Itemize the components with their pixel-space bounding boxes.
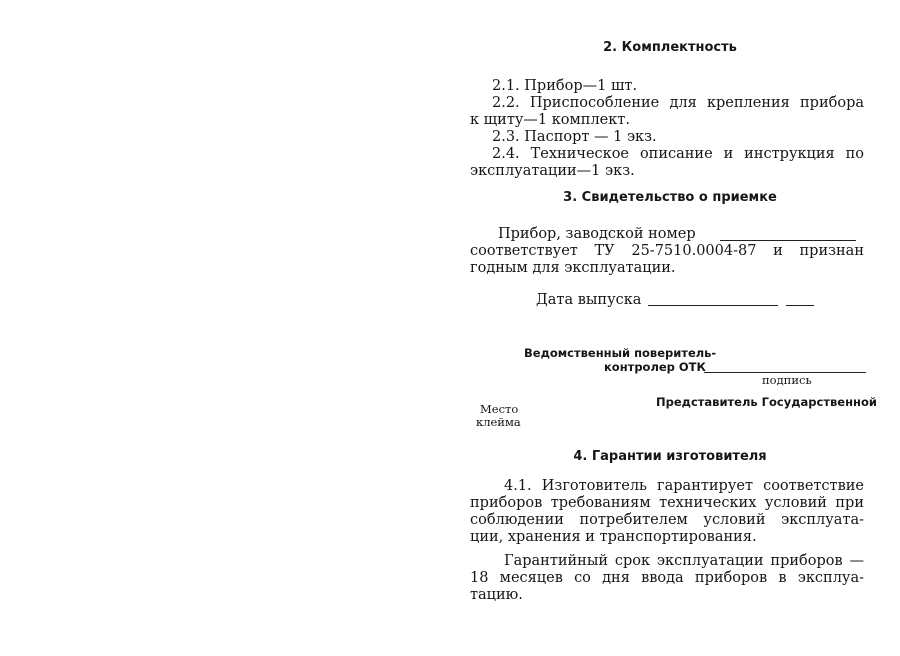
inspector-label-2: контролер ОТК <box>604 360 706 374</box>
release-date-line-2 <box>786 305 814 306</box>
item-2-4: 2.4. Техническое описание и инструкция по <box>492 146 864 162</box>
serial-number-line <box>720 240 856 241</box>
warranty-p2-line-1: Гарантийный срок эксплуатации приборов — <box>504 553 864 569</box>
warranty-p2-line-2: 18 месяцев со дня ввода приборов в эксплуа- <box>470 570 864 586</box>
section-2-title: 2. Комплектность <box>603 40 737 55</box>
stamp-place-label-2: клейма <box>476 415 521 429</box>
warranty-p1-line-1: 4.1. Изготовитель гарантирует соответствие <box>504 478 864 494</box>
inspector-label-1: Ведомственный поверитель- <box>524 346 717 360</box>
state-representative-label: Представитель Государственной <box>656 395 877 409</box>
release-date-line <box>648 305 778 306</box>
signature-caption: подпись <box>762 373 812 387</box>
item-2-3: 2.3. Паспорт — 1 экз. <box>492 129 657 145</box>
warranty-p1-line-4: ции, хранения и транспортирования. <box>470 529 757 545</box>
section-3-title: 3. Свидетельство о приемке <box>563 190 777 205</box>
item-2-1: 2.1. Прибор—1 шт. <box>492 78 638 94</box>
document-page <box>470 0 877 656</box>
conformity-line: соответствует ТУ 25-7510.0004-87 и признан <box>470 243 864 259</box>
serial-number-label: Прибор, заводской номер <box>498 226 696 242</box>
stamp-place-label-1: Место <box>480 402 519 416</box>
item-2-4-cont: эксплуатации—1 экз. <box>470 163 635 179</box>
item-2-2: 2.2. Приспособление для крепления прибора <box>492 95 864 111</box>
conformity-line-2: годным для эксплуатации. <box>470 260 676 276</box>
release-date-label: Дата выпуска <box>536 292 642 308</box>
warranty-p2-line-3: тацию. <box>470 587 523 603</box>
warranty-p1-line-3: соблюдении потребителем условий эксплуата- <box>470 512 864 528</box>
section-4-title: 4. Гарантии изготовителя <box>573 449 767 464</box>
item-2-2-cont: к щиту—1 комплект. <box>470 112 630 128</box>
warranty-p1-line-2: приборов требованиям технических условий при <box>470 495 864 511</box>
